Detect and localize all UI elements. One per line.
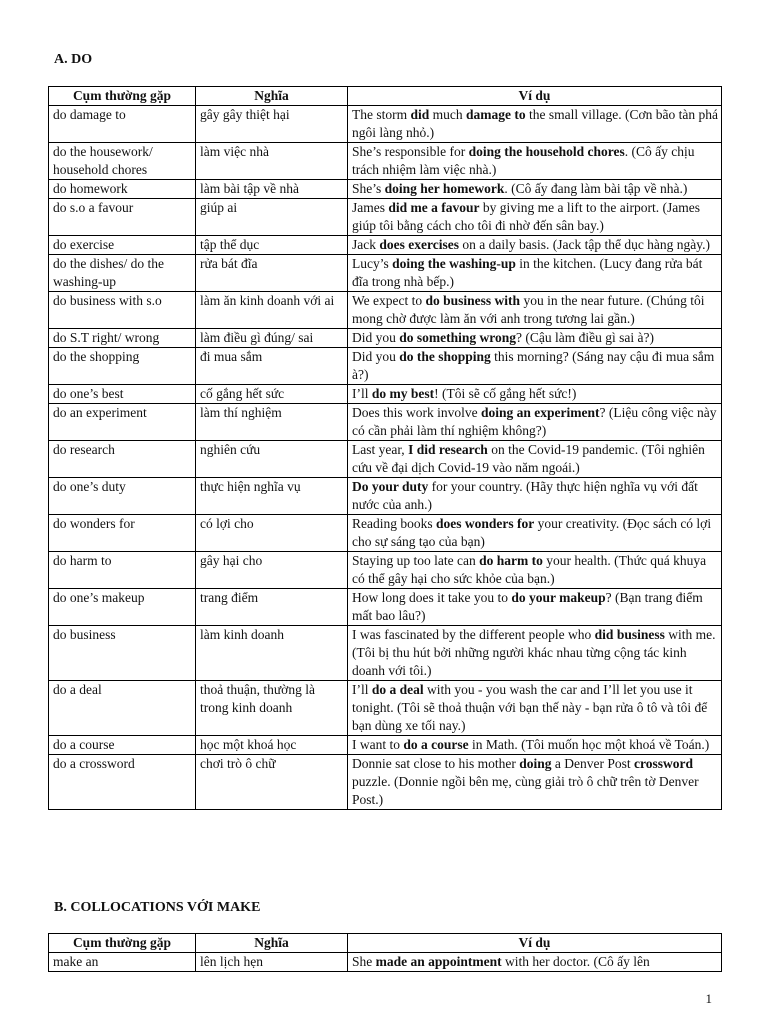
collocation-phrase: do a crossword (49, 755, 196, 810)
collocation-example (348, 626, 722, 681)
collocation-meaning: làm điều gì đúng/ sai (196, 329, 348, 348)
collocation-example (348, 255, 722, 292)
collocation-meaning: nghiên cứu (196, 441, 348, 478)
header-meaning: Nghĩa (196, 87, 348, 106)
example-text: your creativity. (Đọc sách có lợi cho sự sáng tạo của bạn) (352, 516, 712, 549)
collocation-meaning: chơi trò ô chữ (196, 755, 348, 810)
collocation-example (348, 404, 722, 441)
collocation-meaning: rửa bát đĩa (196, 255, 348, 292)
example-text: Staying up too late can (352, 553, 480, 568)
example-text: I want to (352, 737, 404, 752)
example-text: in the kitchen. (Lucy đang rửa bát đĩa trong nhà bếp.) (352, 256, 703, 289)
example-highlight: doing the household chores (468, 144, 625, 159)
do-collocations-table (48, 86, 722, 810)
header-meaning: Nghĩa (196, 934, 348, 953)
example-highlight: do business with (425, 293, 521, 308)
table-row (49, 404, 722, 441)
example-text: Jack (352, 237, 380, 252)
example-text: She’s (352, 181, 385, 196)
example-text: I’ll (352, 682, 372, 697)
collocation-example (348, 552, 722, 589)
example-highlight: do a deal (371, 682, 424, 697)
table-row (49, 552, 722, 589)
table-row (49, 292, 722, 329)
collocation-example (348, 292, 722, 329)
collocation-phrase: do a course (49, 736, 196, 755)
example-highlight: do the shopping (399, 349, 491, 364)
example-text: The storm (352, 107, 411, 122)
collocation-meaning: cố gắng hết sức (196, 385, 348, 404)
example-text: How long does it take you to (352, 590, 512, 605)
example-highlight: did (410, 107, 430, 122)
example-highlight: does exercises (379, 237, 459, 252)
example-text: Last year, (352, 442, 409, 457)
collocation-phrase: do business (49, 626, 196, 681)
table-row (49, 755, 722, 810)
example-highlight: did business (594, 627, 665, 642)
collocation-phrase: do S.T right/ wrong (49, 329, 196, 348)
example-text: She (352, 954, 376, 969)
example-text: this morning? (Sáng nay cậu đi mua sắm à?) (352, 349, 715, 382)
example-text: the small village. (Cơn bão tàn phá ngôi làng nhỏ.) (352, 107, 718, 140)
table-row (49, 736, 722, 755)
example-text: She’s responsible for (352, 144, 469, 159)
example-highlight: doing her homework (384, 181, 505, 196)
example-text: Did you (352, 330, 400, 345)
collocation-meaning: làm thí nghiệm (196, 404, 348, 441)
example-text: with her doctor. (Cô ấy lên (501, 954, 650, 969)
table-row (49, 478, 722, 515)
collocation-example (348, 441, 722, 478)
example-highlight: doing (519, 756, 552, 771)
collocation-phrase: do one’s duty (49, 478, 196, 515)
collocation-meaning: đi mua sắm (196, 348, 348, 385)
example-highlight: does wonders for (436, 516, 535, 531)
example-highlight: I did research (408, 442, 488, 457)
table-row (49, 515, 722, 552)
collocation-meaning: thoả thuận, thường là trong kinh doanh (196, 681, 348, 736)
collocation-phrase: do one’s best (49, 385, 196, 404)
example-highlight: do your makeup (511, 590, 606, 605)
example-highlight: do something wrong (399, 330, 517, 345)
section-a-title: A. DO (54, 52, 93, 67)
collocation-meaning: tập thể dục (196, 236, 348, 255)
table-header-row (49, 934, 722, 953)
section-b-title: B. COLLOCATIONS VỚI MAKE (54, 900, 261, 915)
table-row (49, 626, 722, 681)
collocation-example (348, 755, 722, 810)
example-text: for your country. (Hãy thực hiện nghĩa vụ với đất nước của anh.) (352, 479, 698, 512)
example-highlight: doing the washing-up (392, 256, 516, 271)
collocation-meaning: trang điểm (196, 589, 348, 626)
example-highlight: made an appointment (375, 954, 502, 969)
table-row (49, 953, 722, 972)
header-example: Ví dụ (348, 934, 722, 953)
collocation-meaning: làm kinh doanh (196, 626, 348, 681)
collocation-example (348, 589, 722, 626)
collocation-example (348, 143, 722, 180)
header-phrase: Cụm thường gặp (49, 87, 196, 106)
table-row (49, 199, 722, 236)
collocation-phrase: do the dishes/ do the washing-up (49, 255, 196, 292)
collocation-phrase: do damage to (49, 106, 196, 143)
example-highlight: do a course (403, 737, 469, 752)
collocation-meaning: học một khoá học (196, 736, 348, 755)
collocation-example (348, 180, 722, 199)
collocation-phrase: do the housework/ household chores (49, 143, 196, 180)
collocation-meaning: gây gây thiệt hại (196, 106, 348, 143)
table-row (49, 589, 722, 626)
table-row (49, 255, 722, 292)
collocation-meaning: giúp ai (196, 199, 348, 236)
collocation-phrase: do an experiment (49, 404, 196, 441)
collocation-phrase: do the shopping (49, 348, 196, 385)
collocation-example (348, 736, 722, 755)
collocation-phrase: make an (49, 953, 196, 972)
collocation-phrase: do business with s.o (49, 292, 196, 329)
example-text: with you - you wash the car and I’ll let you use it tonight. (Tôi sẽ thoả thuận với bạn thế này - bạn rửa ô tô và tôi để bạn dùng xe tối nay.) (352, 682, 708, 733)
example-text: Did you (352, 349, 400, 364)
collocation-phrase: do homework (49, 180, 196, 199)
example-text: ? (Cậu làm điều gì sai à?) (516, 330, 654, 345)
example-text: a Denver Post (551, 756, 634, 771)
collocation-phrase: do s.o a favour (49, 199, 196, 236)
example-text: much (429, 107, 467, 122)
example-text: I’ll (352, 386, 372, 401)
example-text: James (352, 200, 389, 215)
example-text: Does this work involve (352, 405, 481, 420)
table-row (49, 348, 722, 385)
collocation-example (348, 681, 722, 736)
table-row (49, 329, 722, 348)
collocation-example (348, 348, 722, 385)
collocation-example (348, 199, 722, 236)
example-text: ? (Liệu công việc này có cần phải làm thí nghiệm không?) (352, 405, 717, 438)
collocation-meaning: làm việc nhà (196, 143, 348, 180)
example-highlight: crossword (634, 756, 693, 771)
example-text: Reading books (352, 516, 436, 531)
collocation-phrase: do exercise (49, 236, 196, 255)
example-text: ! (Tôi sẽ cố gắng hết sức!) (434, 386, 577, 401)
header-phrase: Cụm thường gặp (49, 934, 196, 953)
page-number: 1 (705, 991, 712, 1006)
example-text: on a daily basis. (Jack tập thể dục hàng ngày.) (458, 237, 711, 252)
table-row (49, 180, 722, 199)
collocation-meaning: thực hiện nghĩa vụ (196, 478, 348, 515)
example-text: I was fascinated by the different people who (352, 627, 595, 642)
example-text: you in the near future. (Chúng tôi mong chờ được làm ăn với anh trong tương lai gần.) (352, 293, 705, 326)
collocation-example (348, 236, 722, 255)
example-text: Lucy’s (352, 256, 393, 271)
example-text: puzzle. (Donnie ngồi bên mẹ, cùng giải trò ô chữ trên tờ Denver Post.) (352, 774, 699, 807)
example-highlight: Do your duty (352, 479, 429, 494)
make-collocations-table (48, 933, 722, 972)
table-row (49, 236, 722, 255)
table-row (49, 385, 722, 404)
table-row (49, 441, 722, 478)
example-highlight: do my best (371, 386, 435, 401)
collocation-example (348, 953, 722, 972)
collocation-phrase: do wonders for (49, 515, 196, 552)
collocation-example (348, 385, 722, 404)
collocation-phrase: do a deal (49, 681, 196, 736)
collocation-meaning: có lợi cho (196, 515, 348, 552)
table-row (49, 681, 722, 736)
collocation-meaning: gây hại cho (196, 552, 348, 589)
collocation-meaning: lên lịch hẹn (196, 953, 348, 972)
collocation-phrase: do harm to (49, 552, 196, 589)
example-text: ? (Bạn trang điểm mất bao lâu?) (352, 590, 703, 623)
collocation-phrase: do research (49, 441, 196, 478)
collocation-meaning: làm bài tập về nhà (196, 180, 348, 199)
collocation-phrase: do one’s makeup (49, 589, 196, 626)
table-row (49, 143, 722, 180)
example-text: by giving me a lift to the airport. (James giúp tôi bằng cách cho tôi đi nhờ đến sân bay.) (352, 200, 700, 233)
example-text: in Math. (Tôi muốn học một khoá về Toán.) (468, 737, 710, 752)
example-text: Donnie sat close to his mother (352, 756, 520, 771)
example-highlight: doing an experiment (481, 405, 600, 420)
example-text: on the Covid-19 pandemic. (Tôi nghiên cứu về đại dịch Covid-19 vào năm ngoái.) (352, 442, 705, 475)
example-highlight: damage to (466, 107, 526, 122)
header-example: Ví dụ (348, 87, 722, 106)
collocation-meaning: làm ăn kinh doanh với ai (196, 292, 348, 329)
collocation-example (348, 478, 722, 515)
table-header-row (49, 87, 722, 106)
example-text: your health. (Thức quá khuya có thể gây hại cho sức khỏe của bạn.) (352, 553, 707, 586)
example-text: We expect to (352, 293, 426, 308)
table-row (49, 106, 722, 143)
collocation-example (348, 329, 722, 348)
collocation-example (348, 106, 722, 143)
example-highlight: did me a favour (388, 200, 480, 215)
example-text: . (Cô ấy đang làm bài tập về nhà.) (504, 181, 688, 196)
collocation-example (348, 515, 722, 552)
example-highlight: do harm to (479, 553, 543, 568)
example-text: . (Cô ấy chịu trách nhiệm làm việc nhà.) (352, 144, 695, 177)
example-text: with me. (Tôi bị thu hút bởi những người khác nhau từng cộng tác kinh doanh với tôi.) (352, 627, 716, 678)
